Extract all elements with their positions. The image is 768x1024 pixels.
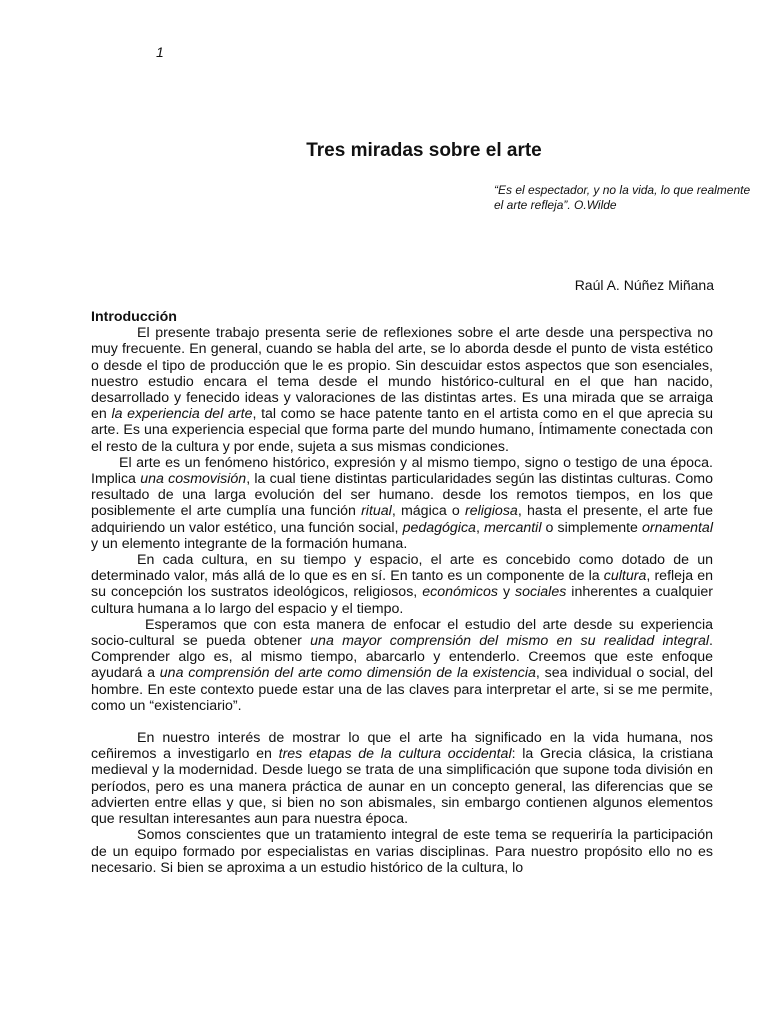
- document-title: Tres miradas sobre el arte: [306, 140, 542, 161]
- emphasis-text: pedagógica: [402, 519, 476, 536]
- emphasis-text: ornamental: [642, 519, 713, 536]
- paragraph-5: [91, 730, 713, 827]
- emphasis-text: económicos: [422, 584, 498, 601]
- text-run: inherentes a cualquier cultura humana a lo largo del espacio y el tiempo.: [91, 584, 714, 617]
- emphasis-text: mercantil: [483, 519, 542, 536]
- text-run: , refleja en su concepción los sustratos ideológicos, religiosos,: [91, 568, 714, 601]
- epigraph-quote: “Es el espectador, y no la vida, lo que realmente el arte refleja”. O.Wilde: [494, 183, 751, 212]
- text-run: o simplemente: [541, 519, 642, 536]
- emphasis-text: religiosa: [464, 503, 518, 520]
- text-run: El arte es un fenómeno histórico, expresión y al mismo tiempo, signo o testigo de una época. Implica: [91, 454, 713, 488]
- paragraph-1: [91, 325, 713, 455]
- page-number: 1: [156, 44, 164, 60]
- text-run: , sea individual o social, del hombre. En este contexto puede estar una de las claves para interpretar el arte, si se me permite, como un “existenciario”.: [91, 665, 713, 714]
- author-name: Raúl A. Núñez Miñana: [574, 277, 714, 293]
- text-run: . Comprender algo es, al mismo tiempo, abarcarlo y entenderlo. Creemos que este enfoque ayudará a: [91, 633, 713, 682]
- emphasis-text: una cosmovisión: [140, 471, 247, 488]
- emphasis-text: una mayor comprensión del mismo en su realidad integral: [310, 633, 710, 650]
- text-run: Esperamos que con esta manera de enfocar el estudio del arte desde su experiencia socio-cultural se pueda obtener: [91, 616, 713, 650]
- text-run: En nuestro interés de mostrar lo que el arte ha significado en la vida humana, nos ceñiremos a investigarlo en: [91, 730, 713, 763]
- emphasis-text: cultura: [603, 568, 647, 585]
- document-body: [91, 309, 713, 876]
- text-run: , la cual tiene distintas particularidades según las distintas culturas. Como resultado de una larga evolución del ser humano. desde los remotos tiempos, en los que posiblemente el arte cumplía una función: [91, 471, 713, 520]
- text-run: : la Grecia clásica, la cristiana medieval y la modernidad. Desde luego se trata de una simplificación que supone toda división en períodos, pero es una manera práctica de aunar en un concepto general, las diferencias que se advierten entre ellas y que, si bien no son abismales, sin embargo contienen algunos elementos que resultan interesantes aun para nuestra época.: [91, 746, 713, 828]
- emphasis-text: tres etapas de la cultura occidental: [278, 746, 512, 763]
- paragraph-3: [91, 552, 713, 617]
- paragraph-gap: [91, 714, 713, 730]
- text-run: , tal como se hace patente tanto en el artista como en el que aprecia su arte. Es una experiencia especial que forma parte del mundo humano, Íntimamente conectada con el resto de la cultura y por ende, sujeta a sus mismas condiciones.: [91, 406, 714, 455]
- paragraph-6: [91, 827, 713, 876]
- emphasis-text: sociales: [515, 584, 567, 601]
- paragraph-2: [91, 455, 713, 552]
- text-run: y un elemento integrante de la formación humana.: [91, 535, 408, 552]
- text-run: Somos conscientes que un tratamiento integral de este tema se requeriría la participación de un equipo formado por especialistas en varias disciplinas. Para nuestro propósito ello no es necesario. Si bien se aproxima a un estudio histórico de la cultura, lo: [91, 827, 713, 876]
- text-run: , hasta el presente, el arte fue adquiriendo un valor estético, una función social,: [91, 503, 713, 536]
- paragraph-4: [91, 617, 713, 714]
- text-run: y: [497, 584, 516, 601]
- text-run: , mágica o: [391, 503, 465, 520]
- text-run: En cada cultura, en su tiempo y espacio, el arte es concebido como dotado de un determinado valor, más allá de lo que es en sí. En tanto es un componente de la: [91, 552, 713, 585]
- emphasis-text: una comprensión del arte como dimensión de la existencia: [159, 665, 536, 682]
- emphasis-text: la experiencia del arte: [111, 406, 253, 423]
- text-run: ,: [475, 519, 484, 536]
- emphasis-text: ritual: [361, 503, 392, 520]
- text-run: El presente trabajo presenta serie de reflexiones sobre el arte desde una perspectiva no muy frecuente. En general, cuando se habla del arte, se lo aborda desde el punto de vista estético o desde el tipo de producción que le es propio. Sin descuidar estos aspectos que son esenciales, nuestro estudio encara el tema desde el mundo histórico-cultural en el que han nacido, desarrollado y fenecido ideas y valoraciones de las distintas artes. Es una mirada que se arraiga en: [91, 325, 713, 423]
- section-heading: Introducción: [91, 309, 177, 325]
